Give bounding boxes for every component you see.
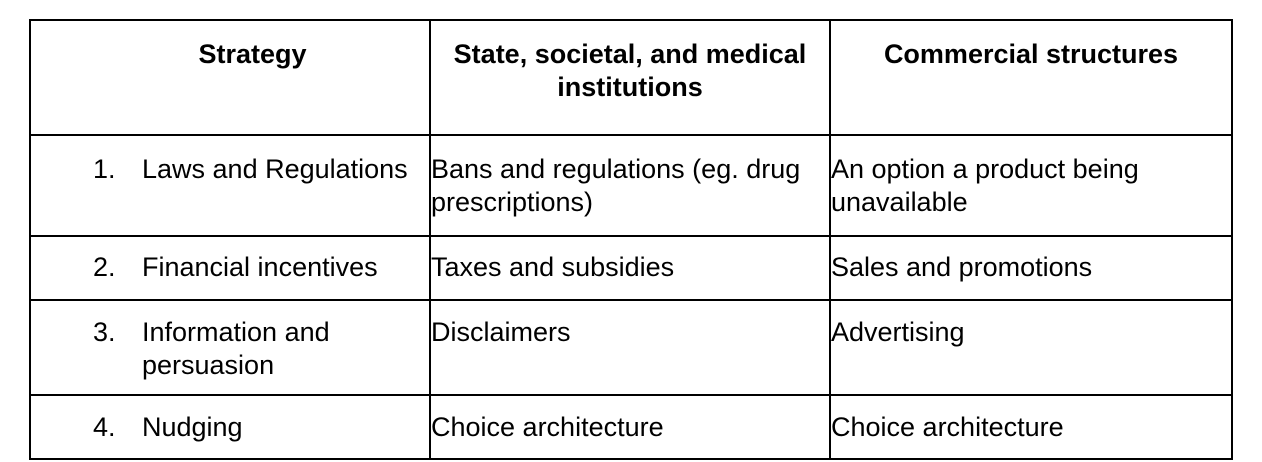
- header-commercial-structures: Commercial structures: [830, 20, 1232, 135]
- state-institutions-cell: Disclaimers: [430, 300, 830, 395]
- strategy-label: Financial incentives: [142, 252, 378, 282]
- state-institutions-cell: Taxes and subsidies: [430, 236, 830, 300]
- strategy-number: 4.: [93, 412, 116, 442]
- header-strategy: Strategy: [30, 20, 430, 135]
- strategy-cell: [30, 236, 430, 300]
- commercial-structures-cell: Advertising: [830, 300, 1232, 395]
- strategy-label: Information and persuasion: [142, 317, 330, 380]
- strategy-number: 2.: [93, 252, 116, 282]
- table-row: [30, 300, 1232, 395]
- table-row: [30, 135, 1232, 236]
- strategy-cell: [30, 300, 430, 395]
- commercial-structures-cell: An option a product being unavailable: [830, 135, 1232, 236]
- commercial-structures-cell: Choice architecture: [830, 395, 1232, 459]
- header-state-institutions: State, societal, and medical institutions: [430, 20, 830, 135]
- commercial-structures-cell: Sales and promotions: [830, 236, 1232, 300]
- strategy-label: Nudging: [142, 412, 243, 442]
- state-institutions-cell: Choice architecture: [430, 395, 830, 459]
- strategy-table: [29, 19, 1233, 460]
- table-header-row: [30, 20, 1232, 135]
- state-institutions-cell: Bans and regulations (eg. drug prescriptions): [430, 135, 830, 236]
- strategy-label: Laws and Regulations: [142, 154, 408, 184]
- strategy-number: 1.: [93, 154, 116, 184]
- strategy-cell: [30, 135, 430, 236]
- strategy-cell: [30, 395, 430, 459]
- table-row: [30, 236, 1232, 300]
- strategy-number: 3.: [93, 317, 116, 347]
- table-row: [30, 395, 1232, 459]
